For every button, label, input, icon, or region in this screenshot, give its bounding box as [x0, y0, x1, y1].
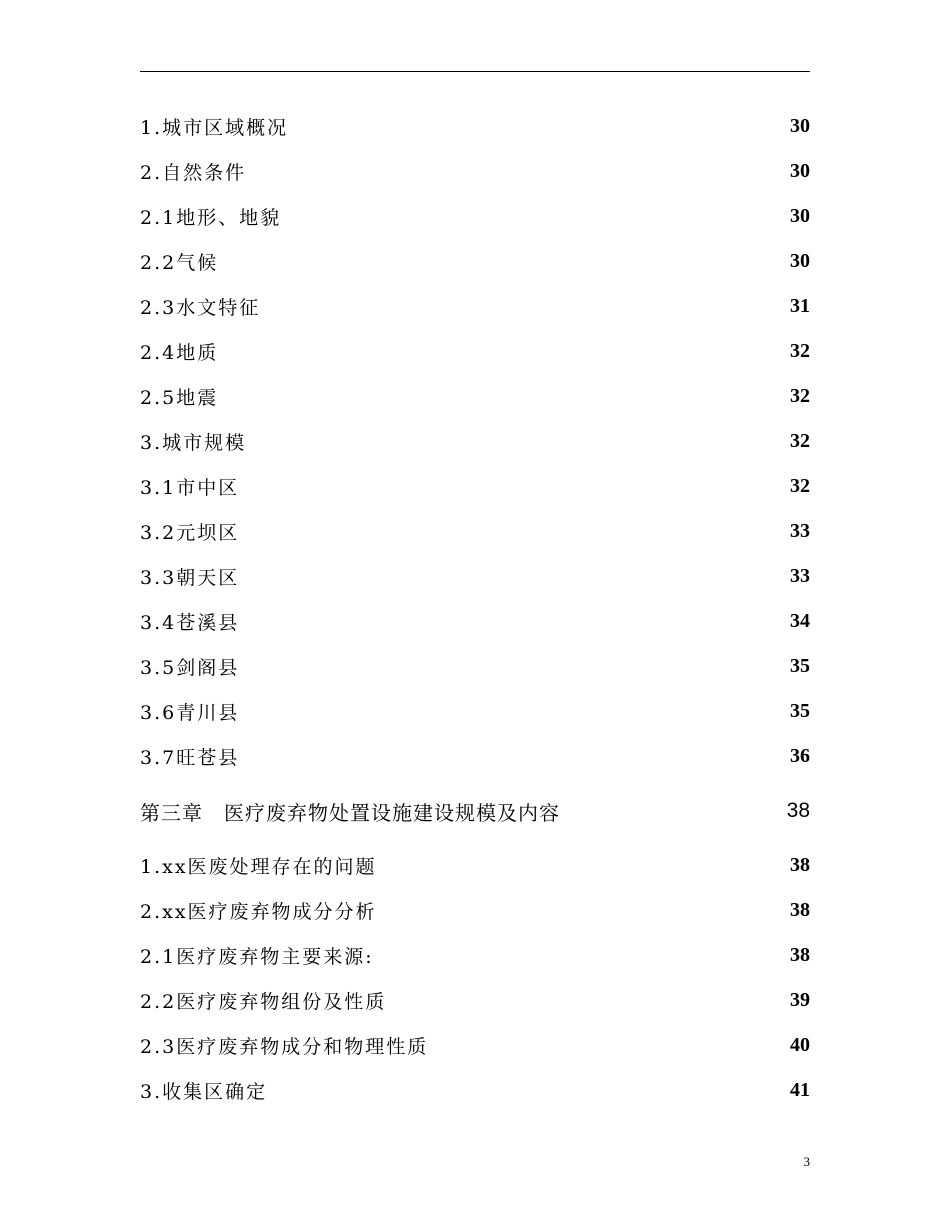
header-rule — [140, 71, 810, 72]
toc-entry-page: 41 — [790, 1079, 810, 1101]
toc-entry-title: 第三章 医疗废弃物处置设施建设规模及内容 — [140, 800, 560, 825]
toc-entry-title: 3.7旺苍县 — [140, 747, 240, 769]
toc-entry-page: 30 — [790, 250, 810, 272]
toc-entry-page: 38 — [786, 799, 810, 822]
toc-entry-title: 2.xx医疗废弃物成分分析 — [140, 901, 377, 923]
toc-entry[interactable] — [140, 464, 810, 509]
toc-entry[interactable] — [140, 599, 810, 644]
toc-entry-page: 33 — [790, 565, 810, 587]
toc-entry-title: 2.2气候 — [140, 252, 219, 274]
toc-entry[interactable] — [140, 554, 810, 599]
toc-entry-page: 32 — [790, 430, 810, 452]
toc-entry[interactable] — [140, 419, 810, 464]
toc-entry-title: 3.收集区确定 — [140, 1081, 268, 1103]
toc-entry[interactable] — [140, 644, 810, 689]
toc-entry-page: 36 — [790, 745, 810, 767]
toc-entry-title: 3.1市中区 — [140, 477, 240, 499]
toc-entry-title: 2.5地震 — [140, 387, 219, 409]
toc-entry-title: 2.3医疗废弃物成分和物理性质 — [140, 1036, 429, 1058]
table-of-contents — [140, 104, 810, 1113]
toc-entry-title: 2.自然条件 — [140, 162, 247, 184]
toc-entry[interactable] — [140, 104, 810, 149]
toc-entry-page: 35 — [790, 700, 810, 722]
toc-entry[interactable] — [140, 509, 810, 554]
toc-entry-title: 2.3水文特征 — [140, 297, 261, 319]
toc-entry-title: 3.4苍溪县 — [140, 612, 240, 634]
toc-entry-page: 31 — [790, 295, 810, 317]
toc-entry-title: 2.1地形、地貌 — [140, 207, 282, 229]
toc-entry-title: 3.城市规模 — [140, 432, 247, 454]
toc-entry-title: 3.2元坝区 — [140, 522, 240, 544]
toc-entry[interactable] — [140, 978, 810, 1023]
toc-entry-page: 38 — [790, 854, 810, 876]
toc-entry-title: 2.1医疗废弃物主要来源: — [140, 946, 374, 968]
toc-entry-page: 32 — [790, 340, 810, 362]
toc-entry[interactable] — [140, 734, 810, 779]
toc-entry-title: 3.5剑阁县 — [140, 657, 240, 679]
toc-entry-page: 38 — [790, 899, 810, 921]
toc-entry-page: 30 — [790, 160, 810, 182]
toc-entry[interactable] — [140, 689, 810, 734]
toc-entry-title: 1.城市区域概况 — [140, 117, 289, 139]
toc-entry[interactable] — [140, 374, 810, 419]
toc-entry-title: 2.4地质 — [140, 342, 219, 364]
toc-entry-page: 32 — [790, 385, 810, 407]
toc-entry[interactable] — [140, 843, 810, 888]
toc-entry-title: 1.xx医废处理存在的问题 — [140, 856, 377, 878]
toc-entry[interactable] — [140, 149, 810, 194]
toc-entry-title: 2.2医疗废弃物组份及性质 — [140, 991, 387, 1013]
toc-entry[interactable] — [140, 194, 810, 239]
toc-entry-page: 35 — [790, 655, 810, 677]
toc-entry[interactable] — [140, 329, 810, 374]
toc-entry-page: 30 — [790, 115, 810, 137]
toc-entry[interactable] — [140, 888, 810, 933]
toc-entry-page: 30 — [790, 205, 810, 227]
toc-entry-page: 33 — [790, 520, 810, 542]
toc-entry-page: 34 — [790, 610, 810, 632]
toc-entry-page: 38 — [790, 944, 810, 966]
toc-entry-title: 3.6青川县 — [140, 702, 240, 724]
toc-entry[interactable] — [140, 933, 810, 978]
toc-entry[interactable] — [140, 1068, 810, 1113]
toc-entry-page: 40 — [790, 1034, 810, 1056]
page-number: 3 — [803, 1154, 810, 1169]
toc-entry-page: 39 — [790, 989, 810, 1011]
toc-entry-page: 32 — [790, 475, 810, 497]
toc-entry[interactable] — [140, 284, 810, 329]
toc-entry-title: 3.3朝天区 — [140, 567, 240, 589]
toc-entry[interactable] — [140, 239, 810, 284]
toc-entry[interactable] — [140, 1023, 810, 1068]
toc-chapter-entry[interactable] — [140, 779, 810, 843]
